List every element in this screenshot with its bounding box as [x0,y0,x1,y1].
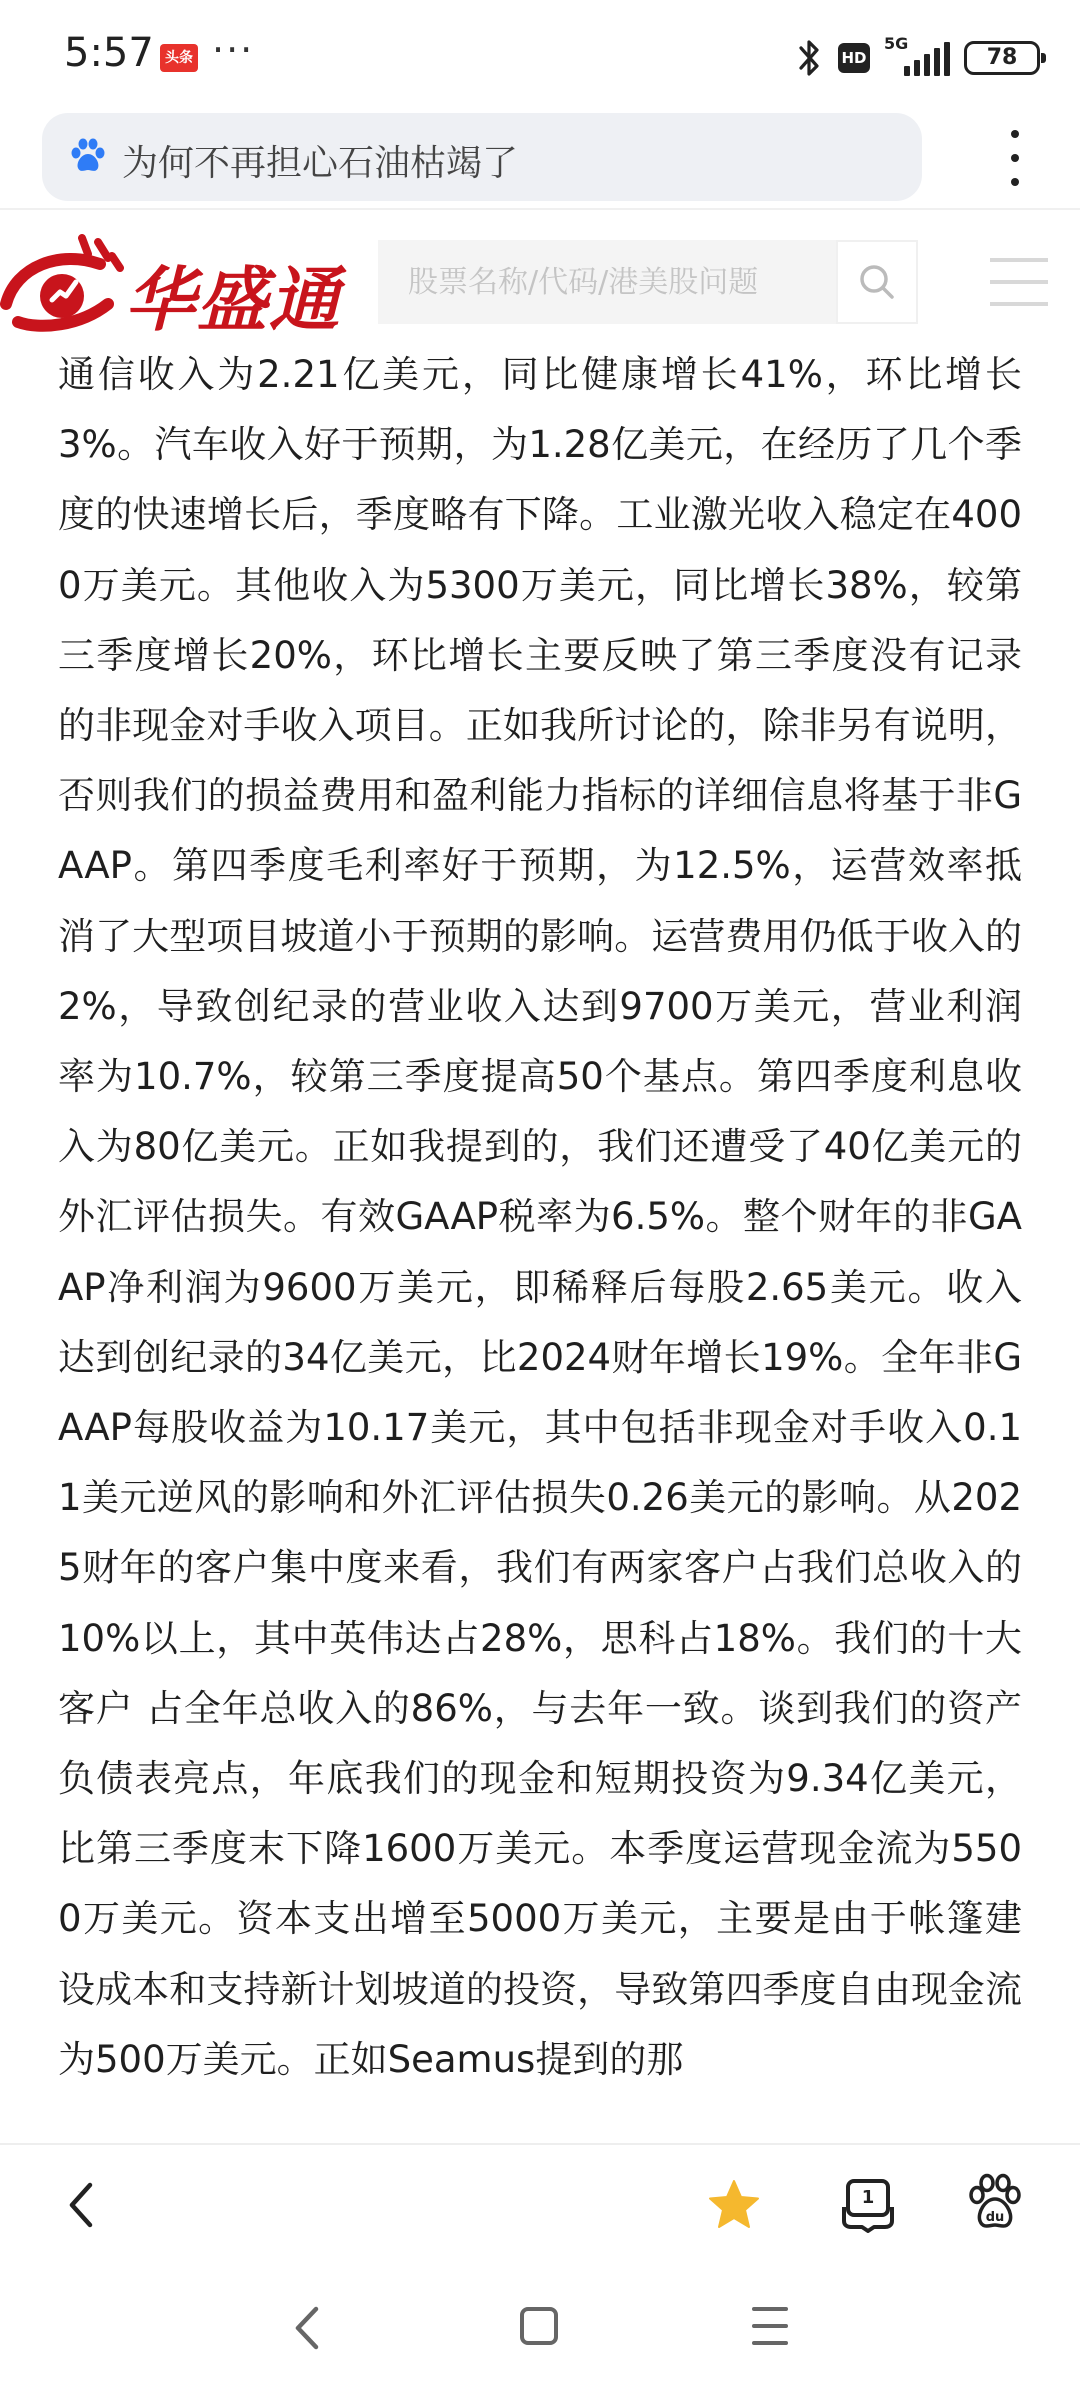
battery-icon: 78 [964,41,1040,75]
bluetooth-icon [794,37,824,79]
logo-eye-icon [0,234,125,334]
kebab-menu-icon[interactable] [1000,130,1030,186]
address-text: 为何不再担心石油枯竭了 [122,143,519,184]
search-button[interactable] [836,240,918,324]
tabs-button[interactable] [840,2175,896,2233]
nav-home-icon[interactable] [520,2307,558,2345]
chevron-left-icon[interactable] [60,2175,104,2235]
status-time: 5:57 [64,30,154,76]
signal-icon [884,34,950,78]
toutiao-notification-icon: 头条 [160,44,198,72]
search-input[interactable] [378,240,836,324]
nav-back-icon[interactable] [290,2303,324,2353]
status-bar [0,0,1080,110]
divider [0,208,1080,210]
hamburger-icon[interactable] [990,258,1050,306]
status-icons [794,34,1040,82]
network-type-label: 5G [884,34,909,53]
baidu-paw-icon[interactable] [968,2173,1022,2235]
site-search [378,240,918,324]
hd-voice-icon: HD [838,43,870,73]
address-bar[interactable] [42,113,922,201]
baidu-paw-icon [68,136,108,176]
browser-toolbar [0,2143,1080,2263]
svg-text:du: du [985,2210,1005,2225]
more-notifications-icon: ··· [212,28,255,72]
article-body: 通信收入为2.21亿美元，同比健康增长41%，环比增长3%。汽车收入好于预期，为1.28亿美元，在经历了几个季度的快速增长后，季度略有下降。工业激光收入稳定在4000万美元。其他收入为5300万美元，同比增长38%，较第三季度增长20%，环比增长主要反映了第三季度没有记录的非现金对手收入项目。正如我所讨论的，除非另有说明，否则我们的损益费用和盈利能力指标的详细信息将基于非GAAP。第四季度毛利率好于预期，为12.5%，运营效率抵消了大型项目坡道小于预期的影响。运营费用仍低于收入的2%，导致创纪录的营业收入达到9700万美元，营业利润率为10.7%，较第三季度提高50个基点。第四季度利息收入为80亿美元。正如我提到的，我们还遭受了40亿美元的外汇评估损失。有效GAAP税率为6.5%。整个财年的非GAAP净利润为9600万美元，即稀释后每股2.65美元。收入达到创纪录的34亿美元，比2024财年增长19%。全年非GAAP每股收益为10.17美元，其中包括非现金对手收入0.11美元逆风的影响和外汇评估损失0.26美元的影响。从2025财年的客户集中度来看，我们有两家客户占我们总收入的10%以上，其中英伟达占28%，思科占18%。我们的十大客户 占全年总收入的86%，与去年一致。谈到我们的资产负债表亮点，年底我们的现金和短期投资为9.34亿美元，比第三季度末下降1600万美元。本季度运营现金流为5500万美元。资本支出增至5000万美元，主要是由于帐篷建设成本和支持新计划坡道的投资，导致第四季度自由现金流为500万美元。正如Seamus提到的那 [58,353,1022,2081]
site-header [0,224,1080,340]
star-icon[interactable] [706,2177,762,2233]
site-logo[interactable] [0,234,345,341]
nav-recents-icon[interactable] [752,2307,788,2345]
system-navigation-bar [0,2263,1080,2400]
search-icon [857,262,897,302]
logo-text: 华盛通 [125,259,341,341]
tab-count: 1 [861,2187,875,2208]
